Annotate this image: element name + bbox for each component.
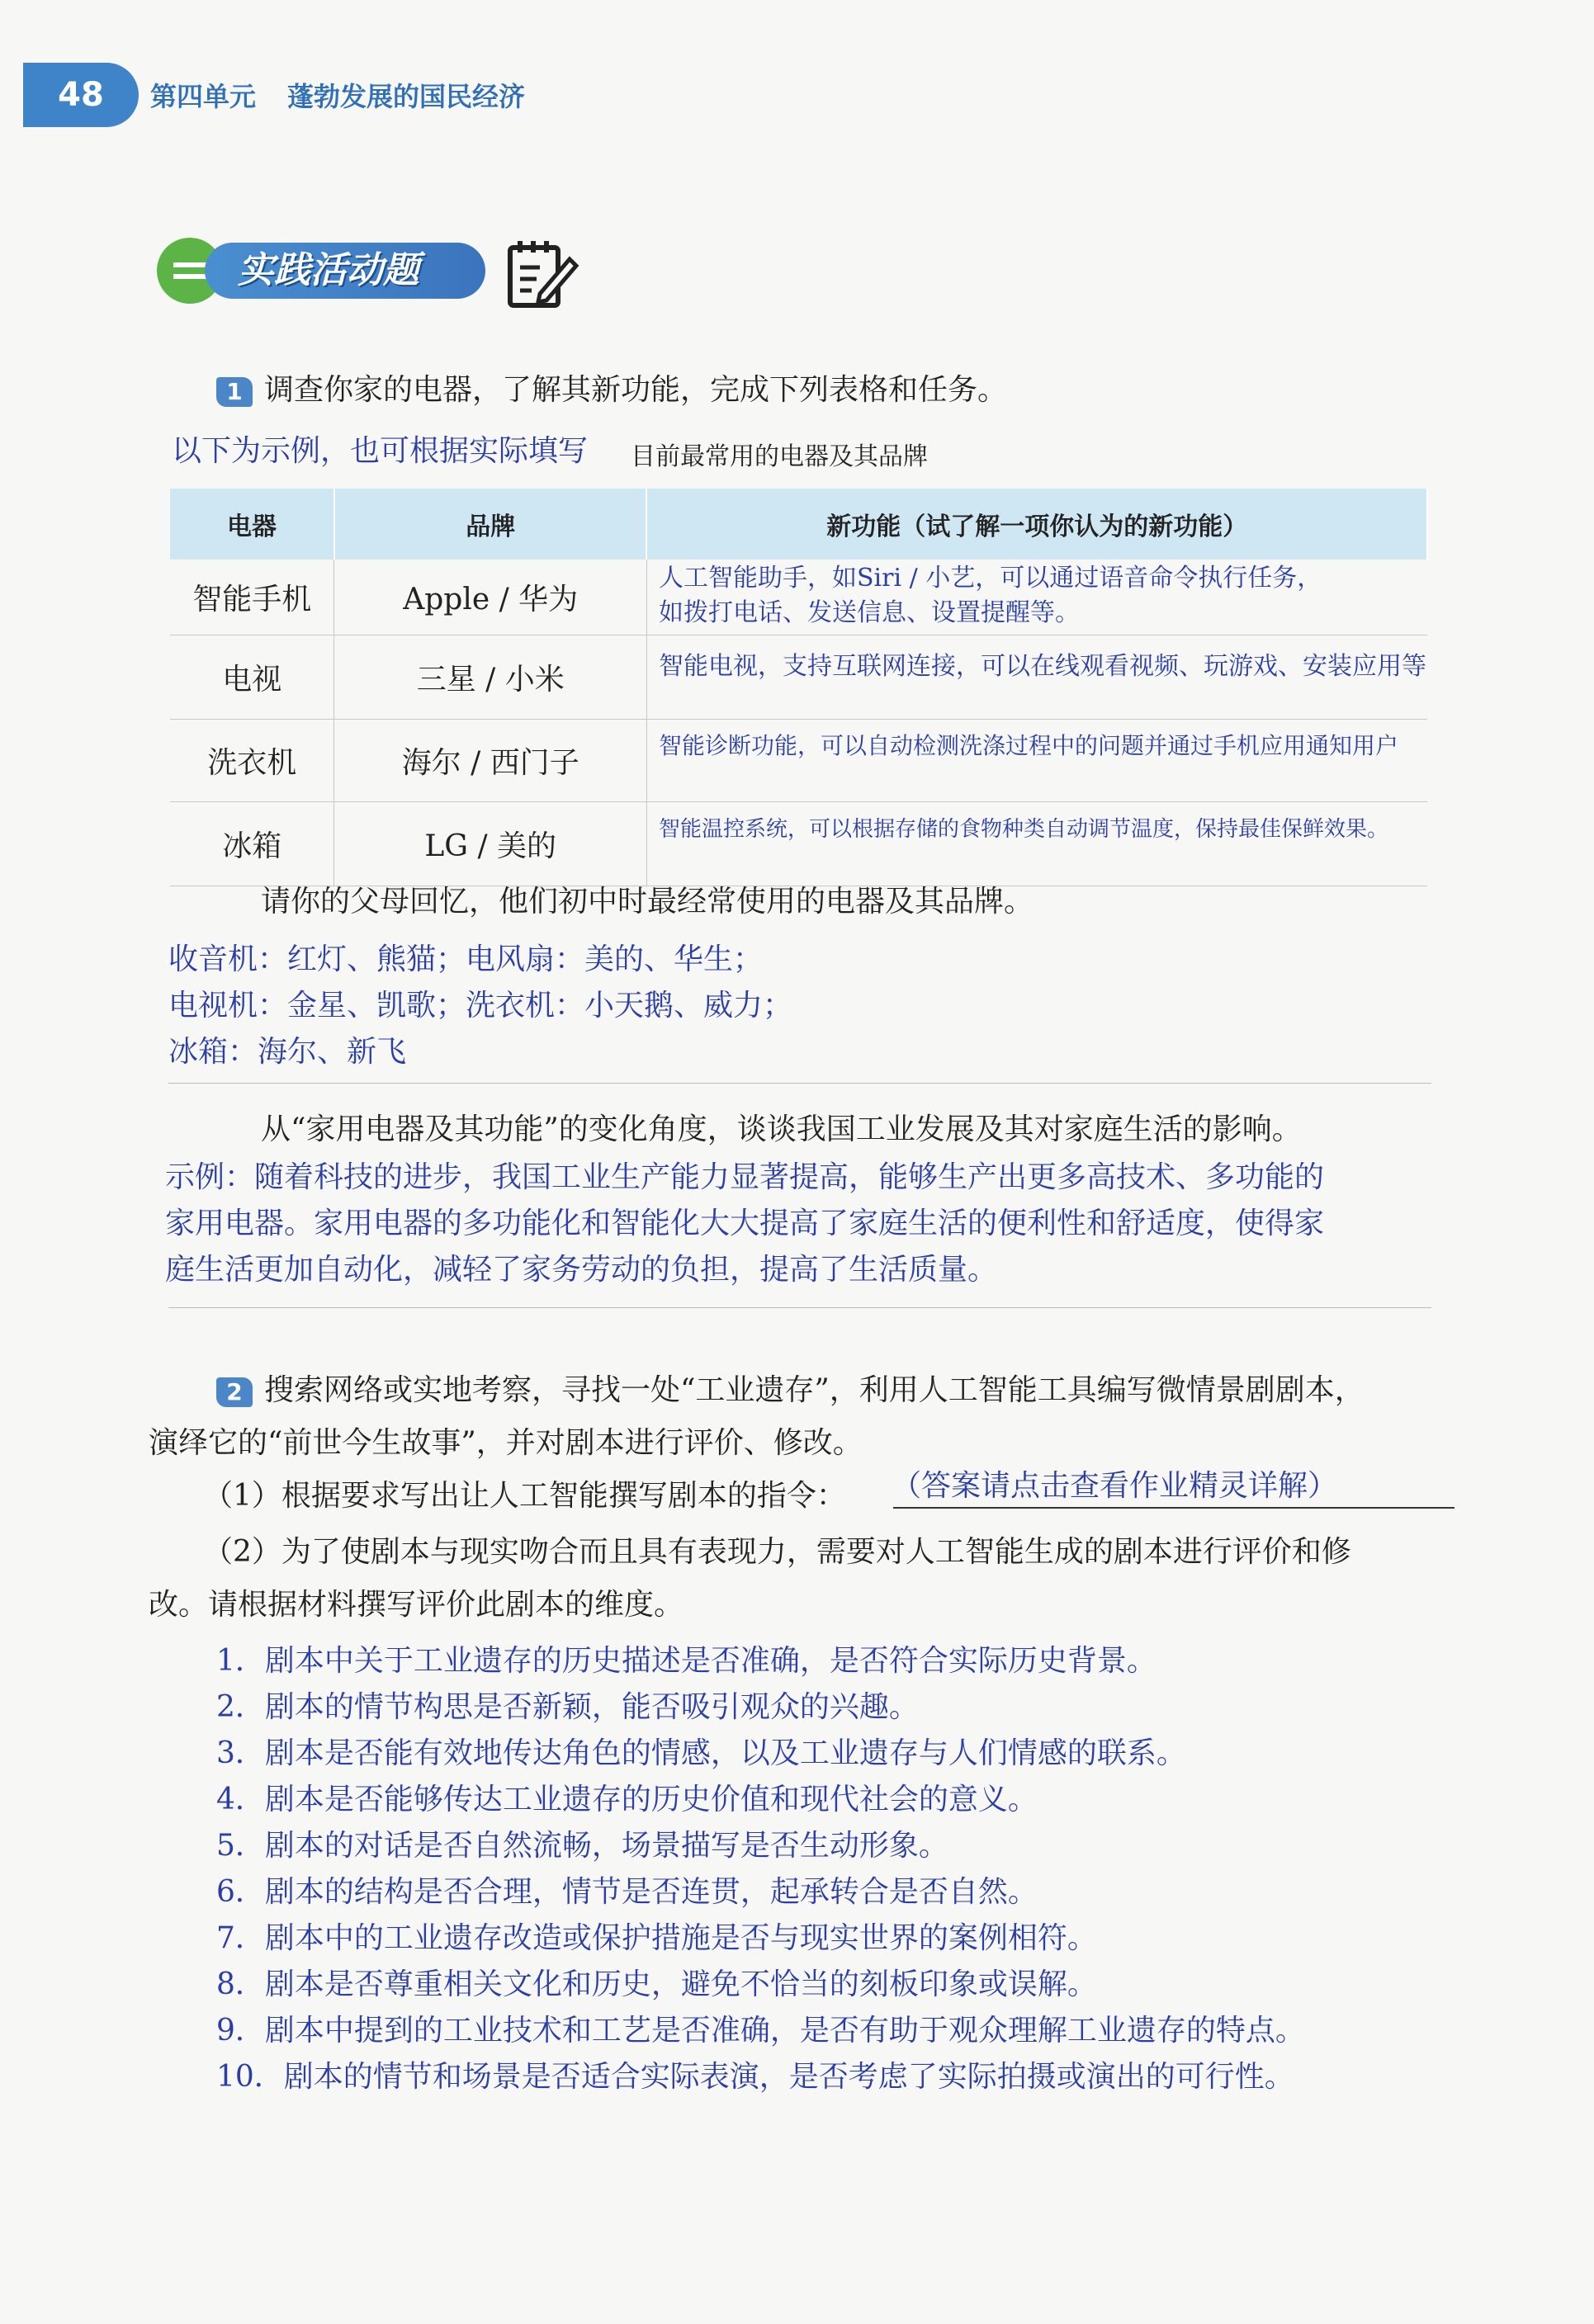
list-item: 7．剧本中的工业遗存改造或保护措施是否与现实世界的案例相符。 <box>216 1921 1097 1955</box>
table-caption: 目前最常用的电器及其品牌 <box>631 442 928 471</box>
column-header: 品牌 <box>334 489 647 560</box>
criteria-list <box>216 1637 1305 2100</box>
running-header <box>150 76 556 114</box>
list-item: 6．剧本的结构是否合理，情节是否连贯，起承转合是否自然。 <box>216 1875 1038 1909</box>
table-row <box>170 635 1427 720</box>
unit-label: 第四单元 <box>150 81 257 112</box>
brand-cell: Apple / 华为 <box>334 560 647 635</box>
answer-line: 冰箱：海尔、新飞 <box>168 1035 407 1069</box>
feature-cell: 智能温控系统，可以根据存储的食物种类自动调节温度，保持最佳保鲜效果。 <box>646 802 1427 886</box>
list-item: 2．剧本的情节构思是否新颖，能否吸引观众的兴趣。 <box>216 1690 919 1724</box>
q2-sub2-line1: （2）为了使剧本与现实吻合而且具有表现力，需要对人工智能生成的剧本进行评价和修 <box>203 1535 1351 1569</box>
column-header: 新功能（试了解一项你认为的新功能） <box>646 489 1427 560</box>
appliance-cell: 智能手机 <box>170 560 334 635</box>
table-header-row <box>170 489 1427 560</box>
q2-sub1-label: （1）根据要求写出让人工智能撰写剧本的指令： <box>203 1479 846 1513</box>
discuss-answer <box>165 1154 1324 1292</box>
list-item: 1．剧本中关于工业遗存的历史描述是否准确，是否符合实际历史背景。 <box>216 1644 1156 1678</box>
list-item: 5．剧本的对话是否自然流畅，场景描写是否生动形象。 <box>216 1829 948 1863</box>
list-item: 9．剧本中提到的工业技术和工艺是否准确，是否有助于观众理解工业遗存的特点。 <box>216 2014 1305 2048</box>
q1-number: 1 <box>216 377 253 407</box>
section-banner-title: 实践活动题 <box>238 249 419 291</box>
appliance-cell: 冰箱 <box>170 802 334 886</box>
unit-title: 蓬勃发展的国民经济 <box>287 81 526 112</box>
page-number-badge: 48 <box>23 63 139 127</box>
table-row <box>170 802 1427 886</box>
column-header: 电器 <box>170 489 334 560</box>
q2-prompt-line1: 2 搜索网络或实地考察，寻找一处“工业遗存”，利用人工智能工具编写微情景剧剧本， <box>216 1367 1365 1409</box>
discuss-prompt: 从“家用电器及其功能”的变化角度，谈谈我国工业发展及其对家庭生活的影响。 <box>261 1112 1302 1146</box>
appliance-cell: 电视 <box>170 635 334 720</box>
q2-prompt-line2: 演绎它的“前世今生故事”，并对剧本进行评价、修改。 <box>149 1426 863 1460</box>
list-item: 3．剧本是否能有效地传达角色的情感，以及工业遗存与人们情感的联系。 <box>216 1736 1186 1770</box>
q2-sub1-answer: （答案请点击查看作业精灵详解） <box>892 1469 1338 1503</box>
brand-cell: LG / 美的 <box>334 802 647 886</box>
answer-rule <box>168 1083 1431 1084</box>
notepad-pencil-icon <box>504 236 579 312</box>
q2-number: 2 <box>216 1377 253 1407</box>
parents-prompt: 请你的父母回忆，他们初中时最经常使用的电器及其品牌。 <box>261 885 1034 919</box>
q1-hint: 以下为示例，也可根据实际填写 <box>172 434 589 468</box>
answer-line: 电视机：金星、凯歌；洗衣机：小天鹅、威力； <box>168 989 793 1023</box>
appliance-table <box>170 489 1428 886</box>
table-row <box>170 560 1427 635</box>
answer-line: 收音机：红灯、熊猫；电风扇：美的、华生； <box>168 942 764 976</box>
list-item: 4．剧本是否能够传达工业遗存的历史价值和现代社会的意义。 <box>216 1783 1038 1816</box>
answer-line: 庭生活更加自动化，减轻了家务劳动的负担，提高了生活质量。 <box>165 1253 998 1287</box>
parents-answer <box>168 936 792 1075</box>
answer-line: 家用电器。家用电器的多功能化和智能化大大提高了家庭生活的便利性和舒适度，使得家 <box>165 1207 1325 1240</box>
table-row <box>170 720 1427 802</box>
section-banner <box>157 236 487 305</box>
answer-line: 示例：随着科技的进步，我国工业生产能力显著提高，能够生产出更多高技术、多功能的 <box>165 1160 1325 1194</box>
q2-sub2-line2: 改。请根据材料撰写评价此剧本的维度。 <box>149 1588 684 1622</box>
brand-cell: 海尔 / 西门子 <box>334 720 647 802</box>
answer-rule <box>168 1307 1431 1308</box>
brand-cell: 三星 / 小米 <box>334 635 647 720</box>
q1-prompt: 1 调查你家的电器，了解其新功能，完成下列表格和任务。 <box>216 366 1007 409</box>
answer-underline <box>893 1507 1454 1509</box>
feature-cell: 智能诊断功能，可以自动检测洗涤过程中的问题并通过手机应用通知用户 <box>646 720 1427 802</box>
feature-cell: 人工智能助手，如Siri / 小艺，可以通过语音命令执行任务， 如拨打电话、发送信息、设置提醒等。 <box>646 560 1427 635</box>
list-item: 8．剧本是否尊重相关文化和历史，避免不恰当的刻板印象或误解。 <box>216 1967 1097 2001</box>
feature-cell: 智能电视，支持互联网连接，可以在线观看视频、玩游戏、安装应用等 <box>646 635 1427 720</box>
appliance-cell: 洗衣机 <box>170 720 334 802</box>
list-item: 10．剧本的情节和场景是否适合实际表演，是否考虑了实际拍摄或演出的可行性。 <box>216 2060 1294 2094</box>
